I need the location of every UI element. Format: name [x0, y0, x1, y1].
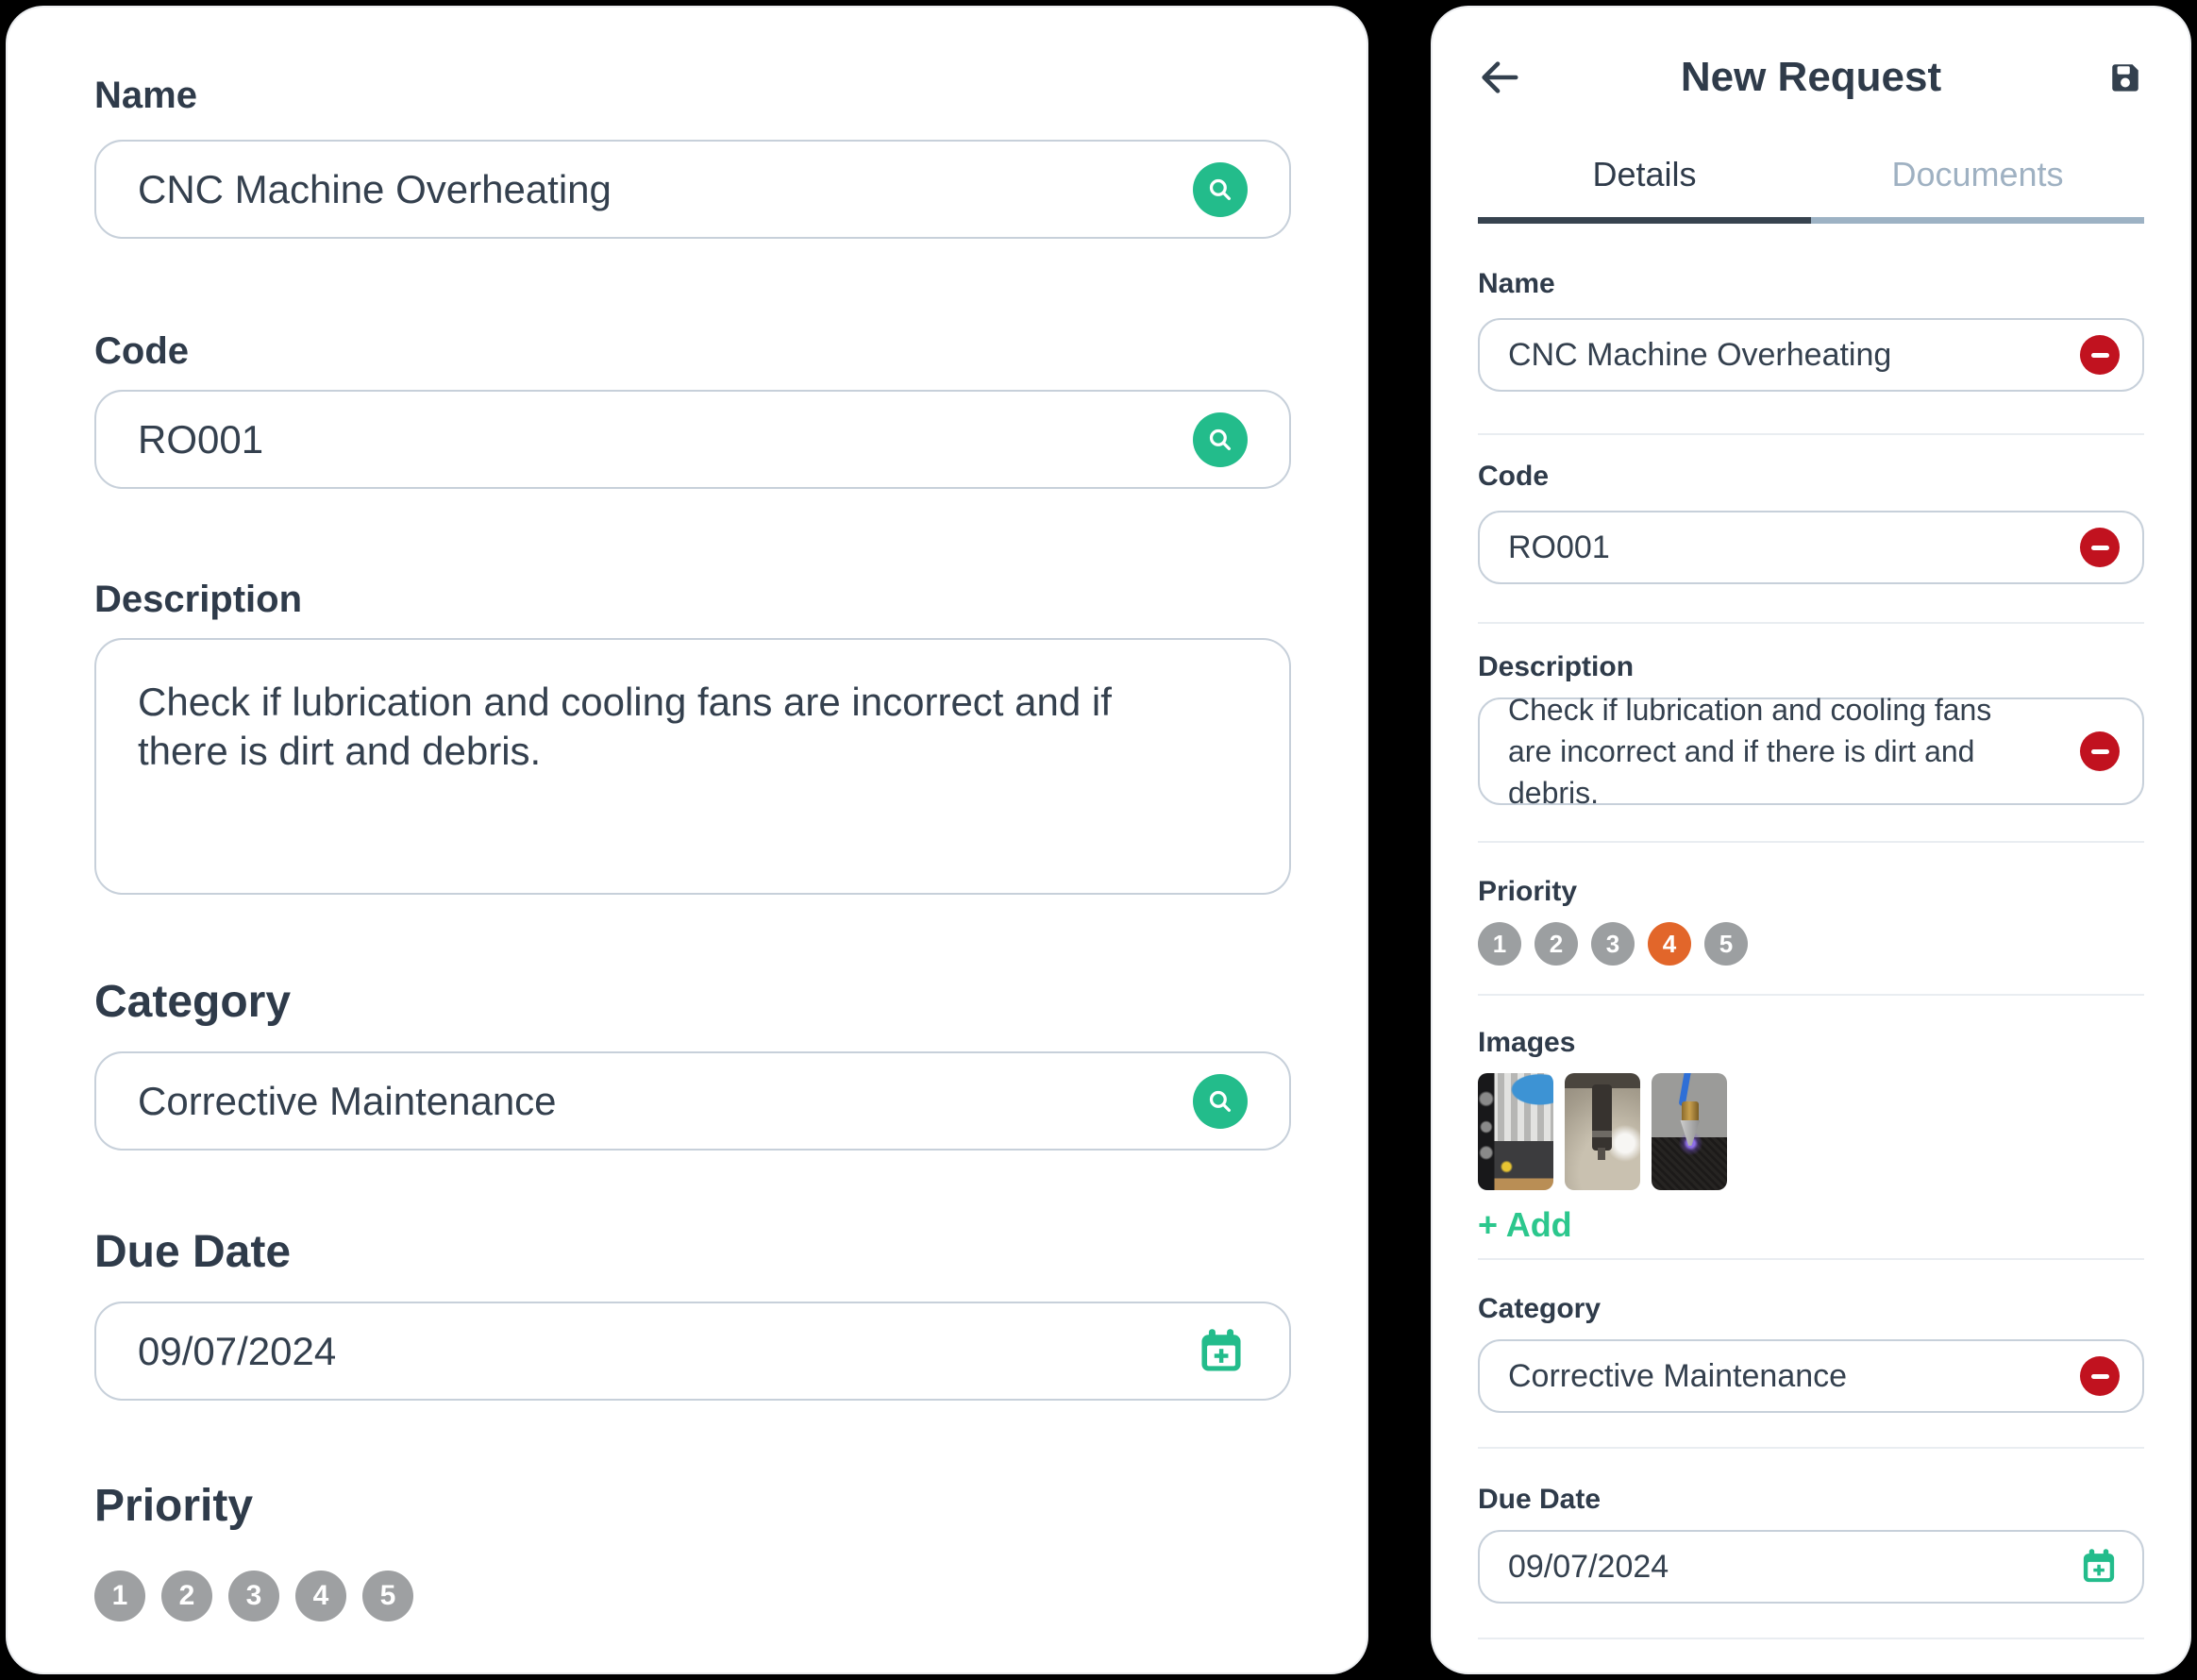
- name-input[interactable]: [1478, 318, 2144, 392]
- category-remove-button[interactable]: [2080, 1356, 2120, 1396]
- section-divider: [1478, 622, 2144, 624]
- images-label: Images: [1478, 1027, 1576, 1058]
- due-date-value: 09/07/2024: [1508, 1548, 1669, 1585]
- due-date-input[interactable]: [94, 1302, 1291, 1401]
- image-thumbnail-cnc-spindle[interactable]: [1565, 1073, 1640, 1190]
- due-date-calendar-button[interactable]: [2078, 1546, 2120, 1588]
- minus-circle-icon: [2091, 1374, 2109, 1379]
- due-date-label: Due Date: [1478, 1484, 1602, 1515]
- thumbnail-detail: [1680, 1120, 1700, 1146]
- priority-selector: [1478, 922, 2144, 966]
- mobile-header: [1478, 49, 2144, 106]
- name-label: Name: [94, 75, 197, 116]
- code-remove-button[interactable]: [2080, 528, 2120, 567]
- calendar-plus-icon: [1195, 1325, 1248, 1378]
- rp-priority-option[interactable]: 5: [1704, 922, 1748, 966]
- priority-label: Priority: [1478, 876, 1578, 907]
- tab-bar: [1478, 155, 2144, 224]
- page-title: New Request: [1680, 54, 1942, 100]
- search-icon: [1204, 424, 1236, 456]
- tab-documents[interactable]: Documents: [1811, 155, 2144, 224]
- due-date-input[interactable]: [1478, 1530, 2144, 1604]
- minus-circle-icon: [2091, 546, 2109, 550]
- lp-priority-option[interactable]: 4: [295, 1571, 346, 1621]
- lp-priority-option[interactable]: 2: [161, 1571, 212, 1621]
- lp-priority-option[interactable]: 5: [362, 1571, 413, 1621]
- section-divider: [1478, 841, 2144, 843]
- category-search-button[interactable]: [1193, 1074, 1248, 1129]
- rp-priority-option[interactable]: 4: [1648, 922, 1691, 966]
- thumbnail-detail: [1682, 1101, 1699, 1122]
- section-divider: [1478, 1447, 2144, 1449]
- thumbnail-detail: [1592, 1084, 1612, 1150]
- code-input[interactable]: [94, 390, 1291, 489]
- name-search-button[interactable]: [1193, 162, 1248, 217]
- due-date-calendar-button[interactable]: [1195, 1325, 1248, 1378]
- minus-circle-icon: [2091, 749, 2109, 754]
- image-thumbnails: [1478, 1073, 2144, 1190]
- description-textarea[interactable]: [94, 638, 1291, 895]
- section-divider: [1478, 1258, 2144, 1260]
- add-image-button[interactable]: + Add: [1478, 1205, 1572, 1244]
- section-divider: [1478, 1638, 2144, 1639]
- back-button[interactable]: [1474, 53, 1523, 102]
- section-divider: [1478, 994, 2144, 996]
- name-value: CNC Machine Overheating: [138, 166, 612, 211]
- image-thumbnail-cnc-milling-machine[interactable]: [1478, 1073, 1553, 1190]
- rp-priority-option[interactable]: 1: [1478, 922, 1521, 966]
- section-divider: [1478, 433, 2144, 435]
- mobile-new-request-panel: [1433, 8, 2189, 1672]
- calendar-plus-icon: [2078, 1546, 2120, 1588]
- lp-priority-option[interactable]: 1: [94, 1571, 145, 1621]
- lp-priority-option[interactable]: 3: [228, 1571, 279, 1621]
- arrow-left-icon: [1477, 56, 1520, 99]
- save-icon: [2105, 57, 2146, 98]
- name-value: CNC Machine Overheating: [1508, 336, 1892, 373]
- rp-priority-option[interactable]: 2: [1535, 922, 1578, 966]
- category-input[interactable]: [1478, 1339, 2144, 1413]
- desktop-form-panel: [8, 8, 1367, 1672]
- search-icon: [1204, 174, 1236, 206]
- due-date-label: Due Date: [94, 1227, 292, 1277]
- category-value: Corrective Maintenance: [138, 1078, 557, 1123]
- search-icon: [1204, 1085, 1236, 1117]
- description-label: Description: [94, 579, 303, 620]
- description-textarea[interactable]: [1478, 693, 2144, 810]
- save-button[interactable]: [2101, 53, 2150, 102]
- priority-label: Priority: [94, 1481, 254, 1531]
- name-label: Name: [1478, 268, 1555, 299]
- image-thumbnail-cnc-laser-head[interactable]: [1652, 1073, 1727, 1190]
- code-input[interactable]: [1478, 511, 2144, 584]
- minus-circle-icon: [2091, 353, 2109, 358]
- category-input[interactable]: [94, 1051, 1291, 1151]
- tab-details[interactable]: Details: [1478, 155, 1811, 224]
- category-label: Category: [94, 977, 292, 1027]
- description-label: Description: [1478, 651, 1635, 682]
- category-value: Corrective Maintenance: [1508, 1357, 1848, 1394]
- thumbnail-detail: [1598, 1148, 1605, 1159]
- name-remove-button[interactable]: [2080, 335, 2120, 375]
- description-value: Check if lubrication and cooling fans are incorrect and if there is dirt and debris.: [138, 680, 1112, 773]
- code-value: RO001: [1508, 529, 1610, 565]
- rp-priority-option[interactable]: 3: [1591, 922, 1635, 966]
- description-remove-button[interactable]: [2080, 731, 2120, 771]
- code-label: Code: [94, 330, 189, 372]
- description-value: Check if lubrication and cooling fans are incorrect and if there is dirt and debris.: [1508, 693, 1992, 810]
- due-date-value: 09/07/2024: [138, 1328, 337, 1373]
- code-label: Code: [1478, 461, 1549, 492]
- name-input[interactable]: [94, 140, 1291, 239]
- category-label: Category: [1478, 1293, 1602, 1324]
- code-value: RO001: [138, 416, 264, 462]
- priority-selector: [94, 1571, 1287, 1621]
- code-search-button[interactable]: [1193, 412, 1248, 467]
